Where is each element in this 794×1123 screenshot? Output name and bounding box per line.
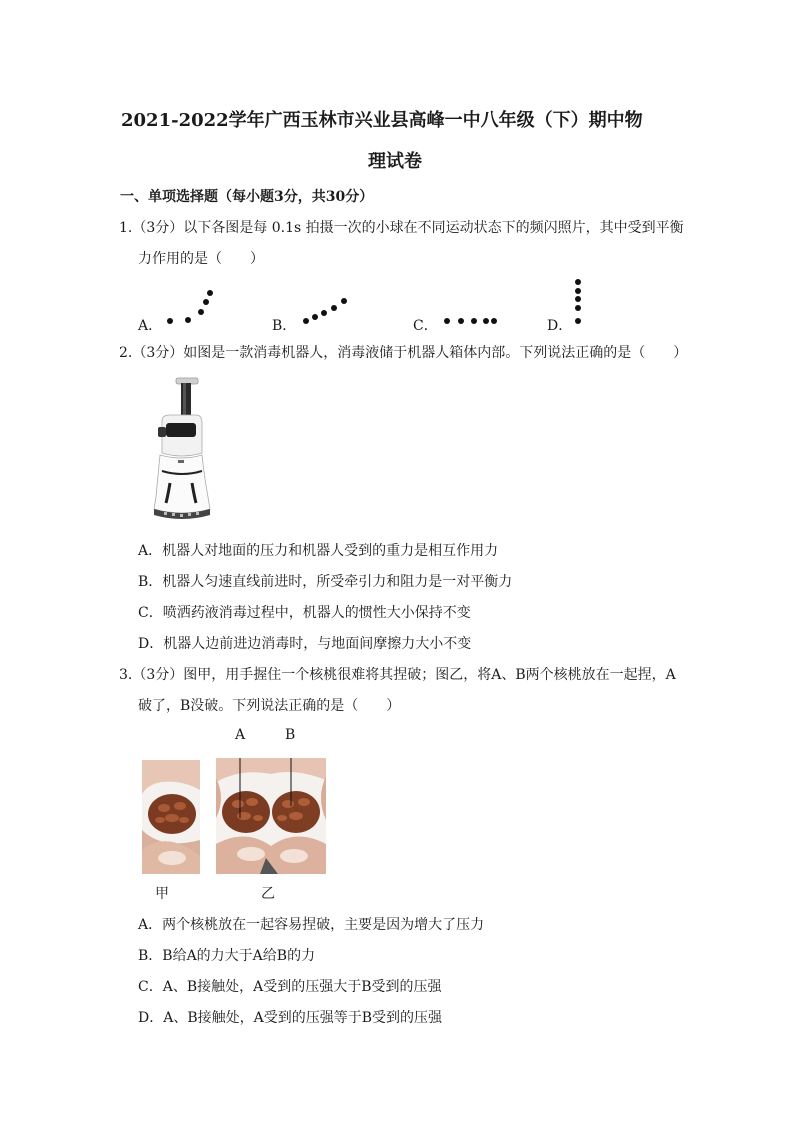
q3-option-c: C．A、B接触处，A受到的压强大于B受到的压强 [138, 979, 442, 995]
ball-dot [207, 290, 213, 296]
ball-dot [575, 318, 581, 324]
figure-label-jia: 甲 [155, 886, 169, 902]
ball-dot [471, 318, 477, 324]
q3-option-b: B．B给A的力大于A给B的力 [138, 948, 316, 964]
q2-option-c: C．喷洒药液消毒过程中，机器人的惯性大小保持不变 [138, 605, 471, 621]
ball-dot [198, 309, 204, 315]
ball-dot [458, 318, 464, 324]
page-title-line2: 理试卷 [368, 151, 422, 172]
ball-dot [575, 305, 581, 311]
section-header: 一、单项选择题（每小题3分，共30分） [120, 189, 374, 205]
q1-option-c: C． [413, 318, 438, 334]
ball-dot [575, 288, 581, 294]
q2-option-d: D．机器人边前进边消毒时，与地面间摩擦力大小不变 [138, 636, 472, 652]
ball-dot [203, 299, 209, 305]
disinfection-robot-image [148, 375, 214, 522]
ball-dot [185, 317, 191, 323]
ball-dot [167, 318, 173, 324]
figure-label-yi: 乙 [261, 886, 275, 902]
q3-stem-line1: 3.（3分）图甲，用手握住一个核桃很难将其捏破；图乙，将A、B两个核桃放在一起捏，A [119, 667, 676, 683]
q1-stem-line1: 1.（3分）以下各图是每 0.1s 拍摄一次的小球在不同运动状态下的频闪照片，其中受到平衡 [119, 220, 684, 236]
ball-dot [491, 318, 497, 324]
q3-option-a: A．两个核桃放在一起容易捏破，主要是因为增大了压力 [138, 917, 485, 933]
q3-option-d: D．A、B接触处，A受到的压强等于B受到的压强 [138, 1010, 443, 1026]
walnut-label-b: B [285, 727, 296, 743]
q2-stem-line1: 2.（3分）如图是一款消毒机器人，消毒液储于机器人箱体内部。下列说法正确的是（ ） [119, 345, 688, 361]
ball-dot [303, 318, 309, 324]
ball-dot [321, 310, 327, 316]
q1-option-d: D． [547, 318, 573, 334]
ball-dot [331, 305, 337, 311]
walnut-photo-yi [216, 758, 326, 874]
q2-option-a: A．机器人对地面的压力和机器人受到的重力是相互作用力 [138, 543, 499, 559]
walnut-photo-jia [142, 760, 200, 874]
ball-dot [341, 298, 347, 304]
q1-stem-line2: 力作用的是（ ） [138, 251, 264, 267]
ball-dot [312, 314, 318, 320]
page-title-line1: 2021-2022学年广西玉林市兴业县高峰一中八年级（下）期中物 [121, 110, 643, 131]
ball-dot [444, 318, 450, 324]
ball-dot [575, 296, 581, 302]
q1-option-a: A． [138, 318, 163, 334]
q3-stem-line2: 破了，B没破。下列说法正确的是（ ） [138, 698, 401, 714]
ball-dot [483, 318, 489, 324]
q1-option-b: B． [272, 318, 297, 334]
q2-option-b: B．机器人匀速直线前进时，所受牵引力和阻力是一对平衡力 [138, 574, 513, 590]
walnut-label-a: A [235, 727, 246, 743]
ball-dot [575, 279, 581, 285]
